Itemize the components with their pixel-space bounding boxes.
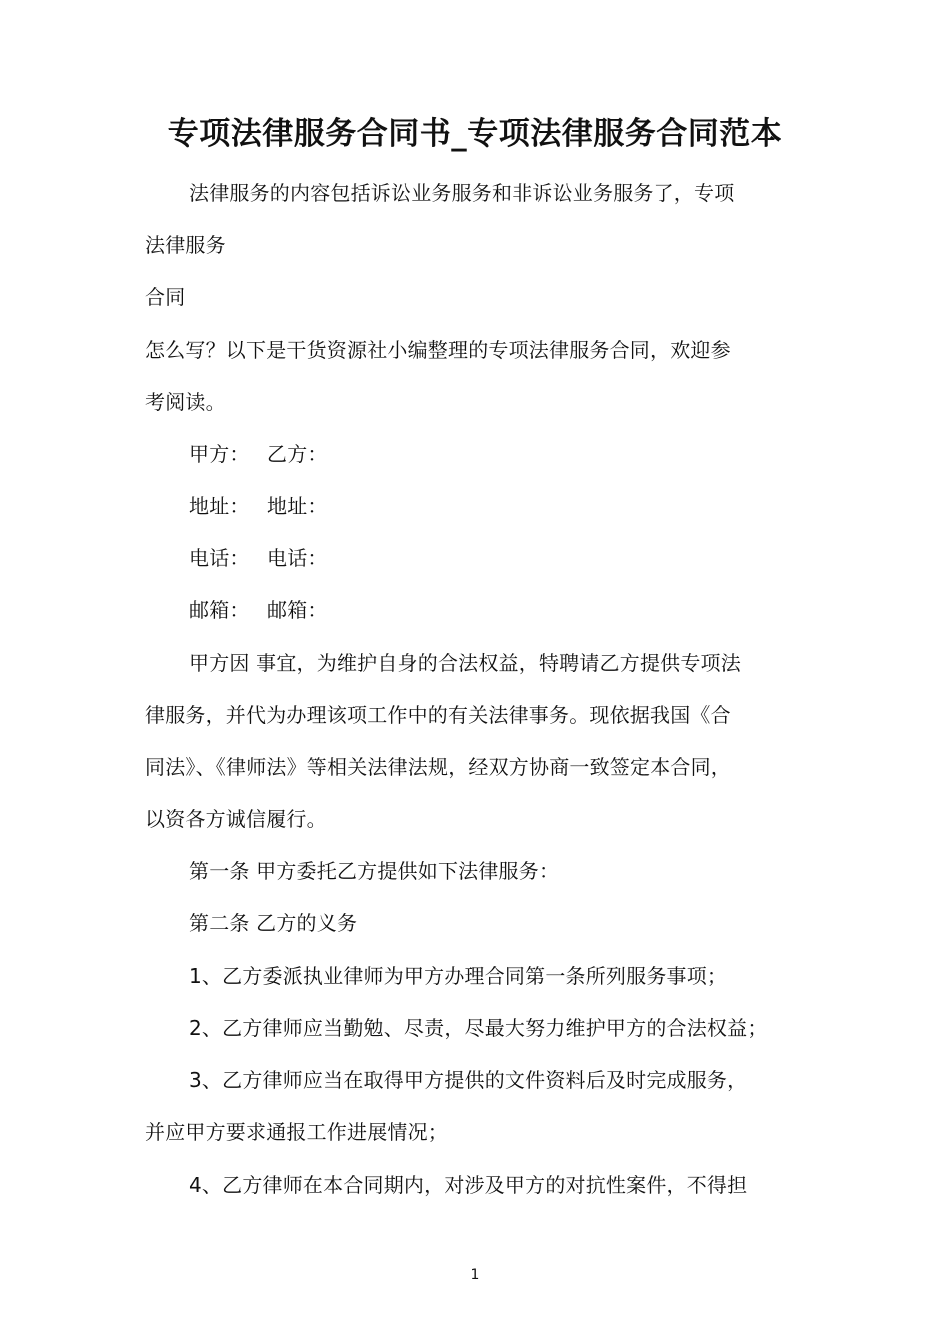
intro-line-2: 法律服务 — [145, 233, 226, 257]
intro-line-1: 法律服务的内容包括诉讼业务服务和非诉讼业务服务了，专项 — [189, 181, 735, 205]
party-a-address-label: 地址： — [189, 494, 250, 518]
party-row-address — [189, 491, 328, 521]
article-1-heading: 第一条 甲方委托乙方提供如下法律服务： — [189, 859, 560, 883]
article-2-heading: 第二条 乙方的义务 — [189, 911, 358, 935]
preamble-line-1: 甲方因 事宜，为维护自身的合法权益，特聘请乙方提供专项法 — [189, 651, 741, 675]
party-b-phone-label: 电话： — [267, 546, 328, 570]
document-title: 专项法律服务合同书_专项法律服务合同范本 — [167, 116, 783, 152]
preamble-line-4: 以资各方诚信履行。 — [145, 807, 327, 831]
obligation-item-3: 3、乙方律师应当在取得甲方提供的文件资料后及时完成服务， — [189, 1068, 748, 1092]
party-a-name-label: 甲方： — [189, 442, 250, 466]
intro-line-5: 考阅读。 — [145, 390, 226, 414]
party-a-phone-label: 电话： — [189, 546, 250, 570]
preamble-line-2: 律服务，并代为办理该项工作中的有关法律事务。现依据我国《合 — [145, 703, 731, 727]
party-row-name — [189, 439, 328, 469]
intro-line-4: 怎么写？以下是干货资源社小编整理的专项法律服务合同，欢迎参 — [145, 338, 731, 362]
page-number: 1 — [470, 1267, 480, 1283]
obligation-item-4: 4、乙方律师在本合同期内，对涉及甲方的对抗性案件，不得担 — [189, 1173, 748, 1197]
obligation-item-1: 1、乙方委派执业律师为甲方办理合同第一条所列服务事项； — [189, 964, 728, 988]
obligation-item-2: 2、乙方律师应当勤勉、尽责，尽最大努力维护甲方的合法权益； — [189, 1016, 768, 1040]
party-b-address-label: 地址： — [267, 494, 328, 518]
party-row-email — [189, 595, 328, 625]
intro-line-3: 合同 — [145, 285, 186, 309]
party-b-email-label: 邮箱： — [267, 598, 328, 622]
party-b-name-label: 乙方： — [267, 442, 328, 466]
preamble-line-3: 同法》、《律师法》等相关法律法规，经双方协商一致签定本合同， — [145, 755, 731, 779]
party-a-email-label: 邮箱： — [189, 598, 250, 622]
obligation-item-3-continued: 并应甲方要求通报工作进展情况； — [145, 1120, 448, 1144]
party-row-phone — [189, 543, 328, 573]
